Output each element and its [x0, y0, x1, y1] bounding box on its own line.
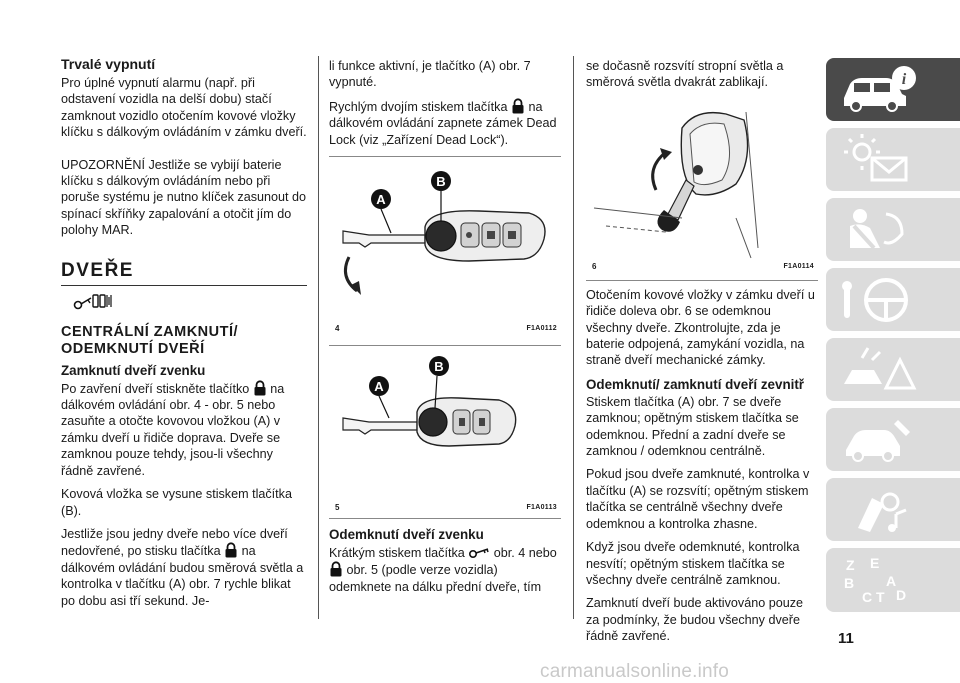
tab-maintenance[interactable] [826, 408, 960, 471]
paragraph-lock-outside: Po zavření dveří stiskněte tlačítko na dálkovém ovládání obr. 4 - obr. 5 nebo zasuňte a otočte kovovou vložkou (A) v zámku dveří u řidiče doprava. Dveře se zamknou pouze tehdy, jsou-li všechny řádně zavřené. [61, 381, 285, 478]
padlock-icon [329, 561, 343, 577]
padlock-icon [253, 380, 267, 396]
tab-car-info[interactable] [826, 58, 960, 121]
paragraph-dead-lock: Rychlým dvojím stiskem tlačítka na dálkovém ovládání zapnete zámek Dead Lock (viz „Zařízení Dead Lock“). [329, 99, 557, 147]
paragraph: li funkce aktivní, je tlačítko (A) obr. 7 vypnuté. [329, 59, 531, 90]
paragraph: Pokud jsou dveře zamknuté, kontrolka v tlačítku (A) se rozsvítí; opětným stiskem tlačítka se centrálně všechny dveře odemknou a kontrolka zhasne. [586, 467, 810, 531]
figure-number: 4 [335, 323, 340, 333]
figure-number: 6 [592, 262, 597, 272]
figure-code: F1A0113 [526, 503, 557, 511]
steering-wheel-icon [840, 274, 918, 326]
car-info-icon [840, 64, 918, 116]
paragraph: Stiskem tlačítka (A) obr. 7 se dveře zamknou; opětným stiskem tlačítka se odemknou. Přední a zadní dveře se zamknou / odemknou centrálně. [586, 394, 799, 459]
tab-emergency[interactable] [826, 338, 960, 401]
tab-warning-lights[interactable] [826, 128, 960, 191]
warning-lights-icon [840, 134, 918, 186]
svg-text:B: B [844, 575, 855, 591]
paragraph: Když jsou dveře odemknuté, kontrolka nesvítí; opětným stiskem tlačítka se všechny dveře centrálně zamknou. [586, 540, 800, 587]
figure-4-key-fob [329, 156, 561, 337]
callout-a: A [376, 192, 386, 208]
paragraph: Pro úplné vypnutí alarmu (např. při odstavení vozidla na delší dobu) stačí zamknout vozidlo otočením kovové vložky klíčku s dálkovým ovládáním v zámku dveří. [61, 76, 307, 140]
svg-text:Z: Z [846, 557, 855, 573]
section-divider [61, 285, 307, 286]
padlock-icon [511, 98, 525, 114]
callout-a: A [374, 379, 384, 395]
figure-code: F1A0114 [783, 263, 814, 271]
page-number: 11 [838, 630, 854, 647]
figure-6-door-lock [586, 98, 818, 276]
key-unlock-icon [468, 544, 490, 560]
emergency-icon [840, 344, 918, 396]
multimedia-icon [840, 484, 918, 536]
column-right [586, 58, 818, 652]
heading-permanent-off: Trvalé vypnutí [61, 56, 156, 72]
heading-unlock-outside: Odemknutí dveří zvenku [329, 527, 484, 543]
svg-text:A: A [886, 573, 897, 589]
svg-text:T: T [876, 589, 885, 605]
column-divider [318, 56, 319, 619]
section-title-doors: DVEŘE [61, 259, 134, 281]
svg-text:C: C [862, 589, 873, 605]
paragraph-open-doors: Jestliže jsou jedny dveře nebo více dveří nedovřené, po stisku tlačítka na dálkovém ovládání budou směrová světla a kontrolka v tlačítku (A) obr. 7 rychle blikat po dobu asi tří sekund. Je- [61, 526, 304, 608]
maintenance-icon [840, 414, 918, 466]
tab-multimedia[interactable] [826, 478, 960, 541]
safety-icon [840, 204, 918, 256]
column-divider [573, 56, 574, 619]
figure-number: 5 [335, 502, 340, 512]
column-left [61, 56, 307, 616]
paragraph: Kovová vložka se vysune stiskem tlačítka (B). [61, 487, 292, 518]
subsection-title-central-locking: CENTRÁLNÍ ZAMKNUTÍ/ ODEMKNUTÍ DVEŘÍ [61, 323, 239, 357]
index-letters-icon [840, 554, 918, 606]
key-fob-illustration [329, 157, 561, 327]
paragraph: Otočením kovové vložky v zámku dveří u řidiče doleva obr. 6 se odemknou všechny dveře. Zkontrolujte, zda je baterie odpojená, zamykání vozidla, na straně dveří mechanické zámky. [586, 287, 815, 368]
paragraph-unlock-outside: Krátkým stiskem tlačítka obr. 4 nebo obr. 5 (podle verze vozidla) odemknete na dálku přední dveře, tím [329, 546, 557, 594]
figure-5-key-fob [329, 345, 561, 516]
tab-safety[interactable] [826, 198, 960, 261]
callout-b: B [434, 359, 444, 375]
tab-index[interactable] [826, 548, 960, 612]
padlock-icon [224, 542, 238, 558]
heading-lock-inside: Odemknutí/ zamknutí dveří zevnitř [586, 376, 805, 392]
tab-starting-driving[interactable] [826, 268, 960, 331]
figure-code: F1A0112 [526, 324, 557, 332]
heading-lock-outside: Zamknutí dveří zvenku [61, 362, 206, 378]
svg-text:D: D [896, 587, 907, 603]
paragraph: se dočasně rozsvítí stropní světla a směrová světla dvakrát zablikají. [586, 59, 784, 90]
key-fob-illustration [329, 346, 561, 506]
svg-text:i: i [901, 71, 907, 88]
column-middle [329, 58, 561, 602]
watermark: carmanualsonline.info [540, 661, 730, 682]
paragraph: Zamknutí dveří bude aktivováno pouze za podmínky, že budou všechny dveře řádně zavřené. [586, 596, 804, 644]
door-lock-illustration [586, 98, 818, 268]
paragraph-warning: UPOZORNĚNÍ Jestliže se vybijí baterie klíčku s dálkovým ovládáním nebo při poruše systému je nutno klíček zasunout do spínací skříňky zapalování a otočit jím do polohy MAR. [61, 157, 307, 238]
chapter-sidebar [826, 58, 960, 612]
svg-text:E: E [870, 555, 880, 571]
callout-b: B [436, 174, 446, 190]
keys-icon [71, 292, 115, 310]
